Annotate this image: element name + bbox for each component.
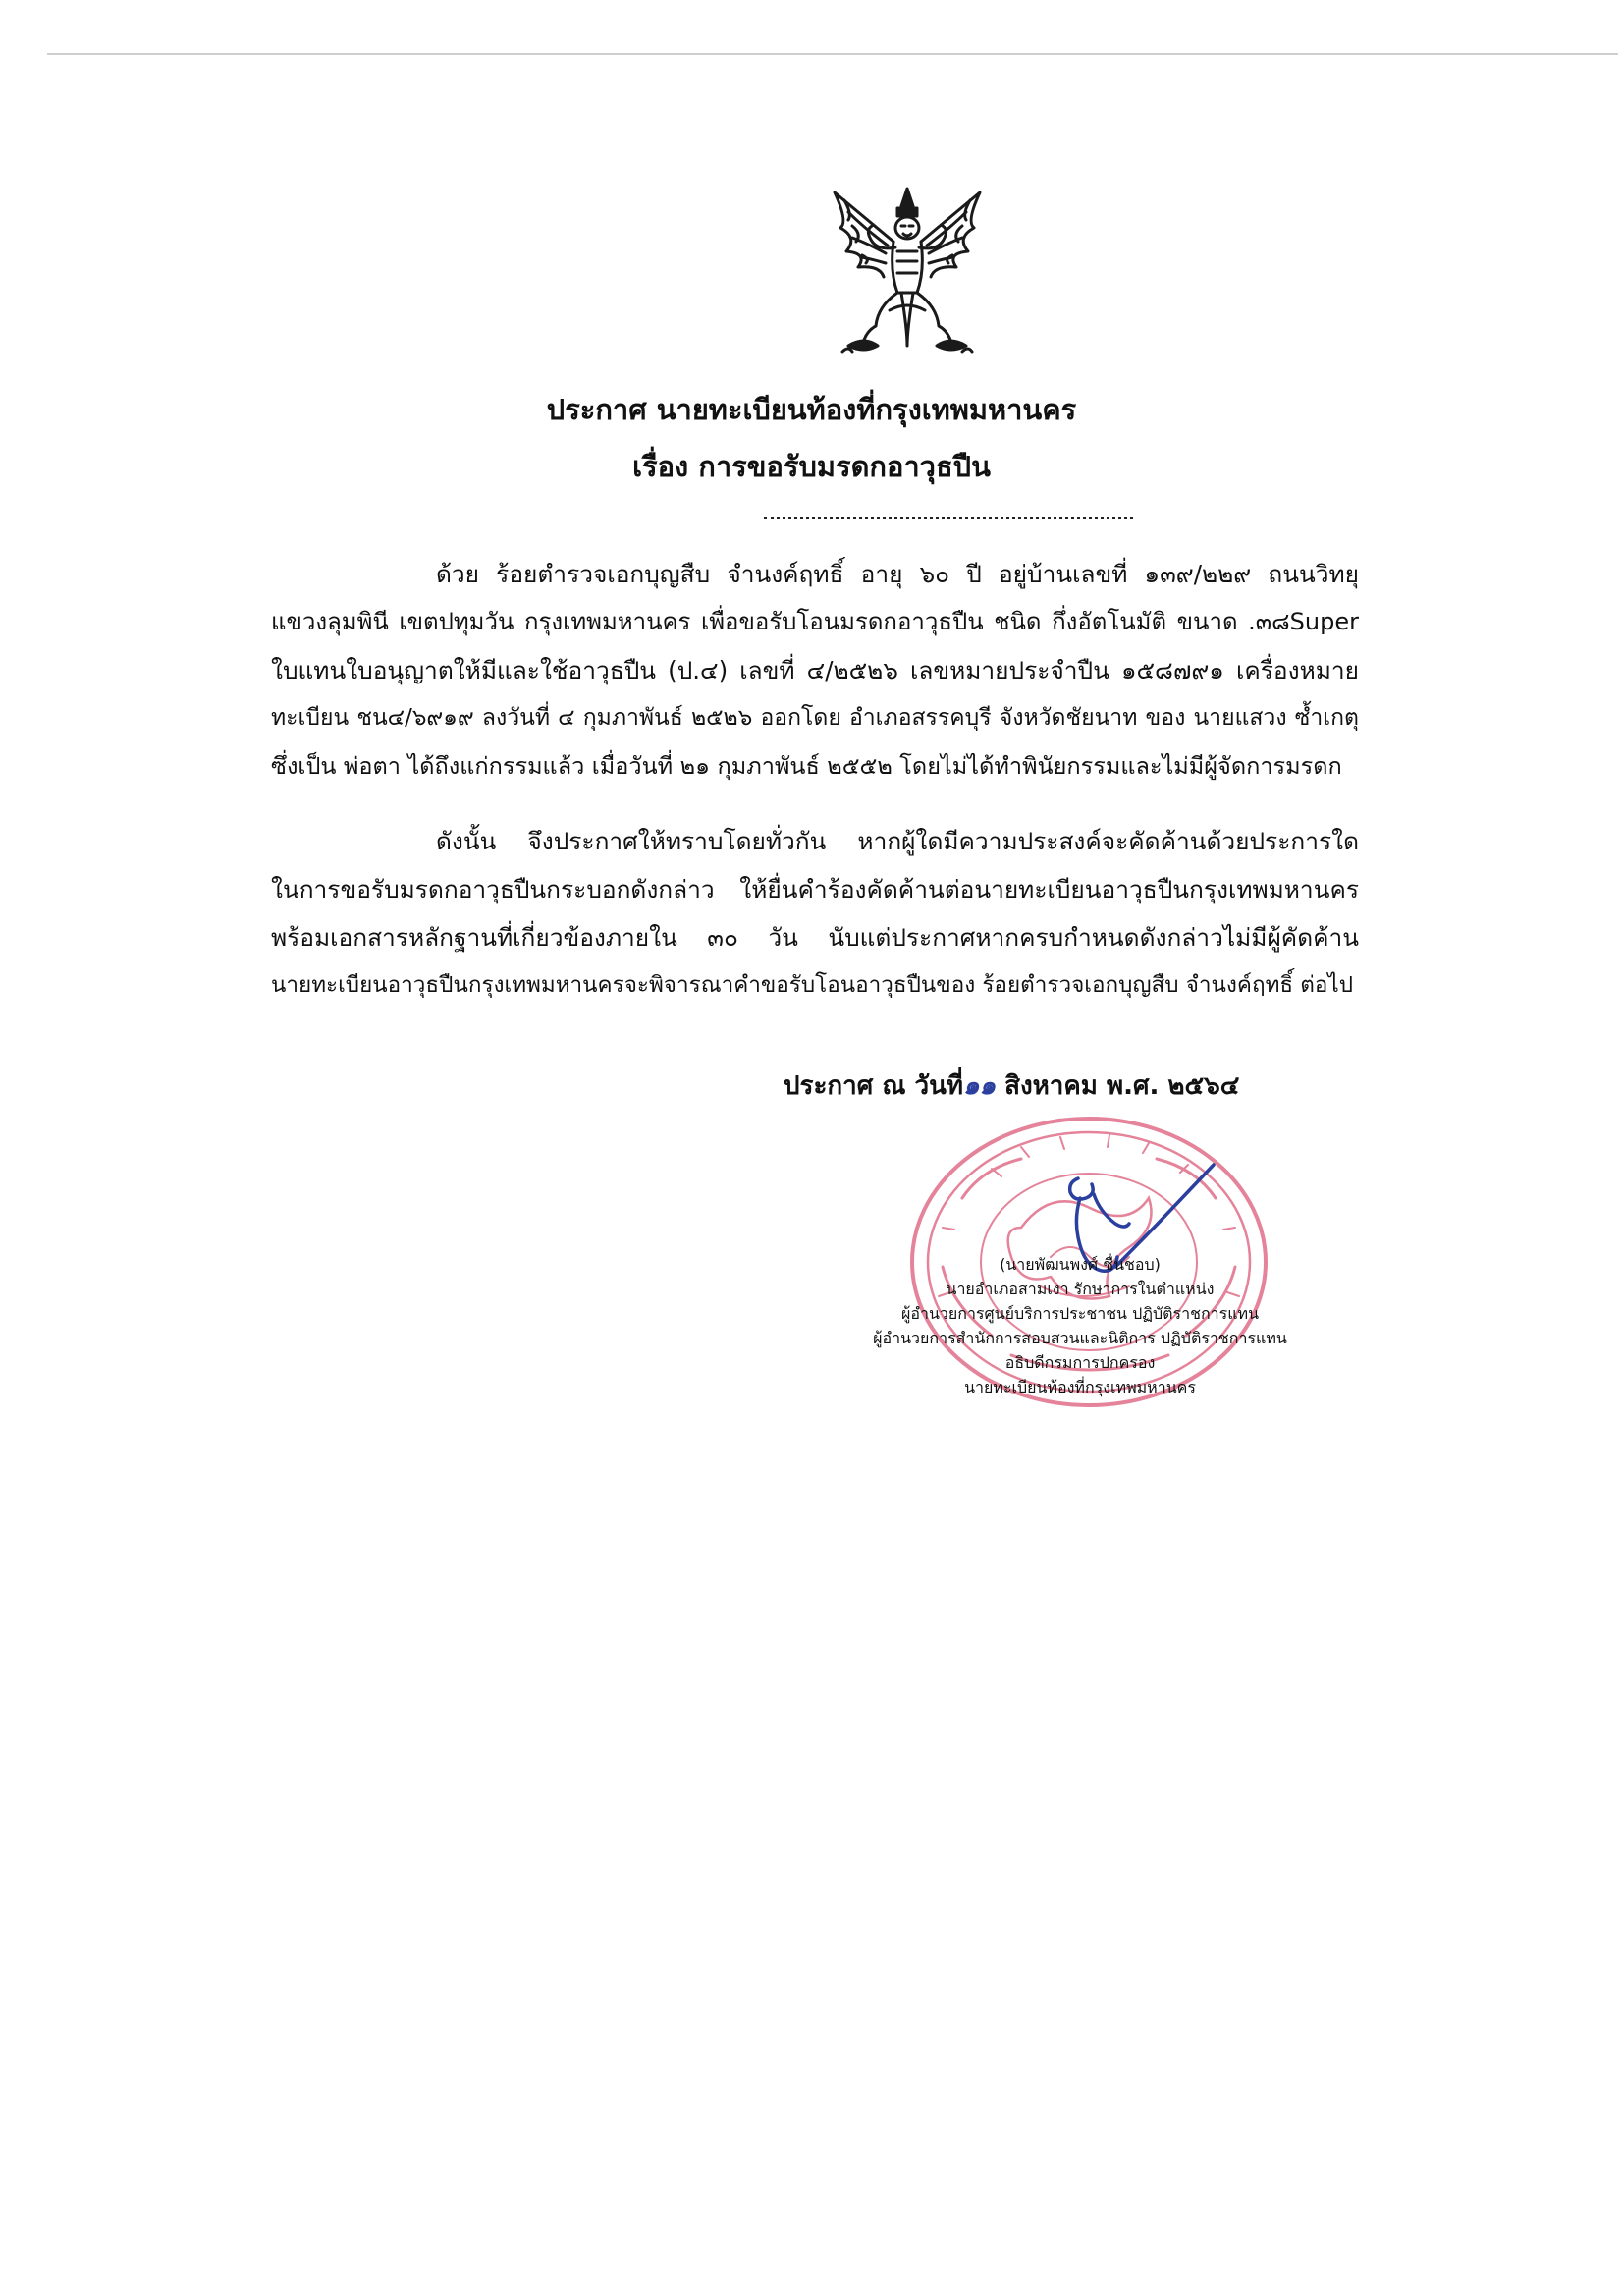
body-paragraph-request [271, 550, 1359, 791]
signer-title-line: ผู้อำนวยการศูนย์บริการประชาชน ปฏิบัติราชการแทน [900, 1304, 1260, 1323]
signer-block [687, 1253, 1473, 1400]
signer-title-line: อธิบดีกรมการปกครอง [1004, 1353, 1156, 1372]
paragraph-line: นายทะเบียนอาวุธปืนกรุงเทพมหานครจะพิจารณาคำขอรับโอนอาวุธปืนของ ร้อยตำรวจเอกบุญสืบ จำนงค์ฤทธิ์ ต่อไป [271, 972, 1354, 998]
paragraph-line: ในการขอรับมรดกอาวุธปืนกระบอกดังกล่าว ให้ยื่นคำร้องคัดค้านต่อนายทะเบียนอาวุธปืนกรุงเทพมหานคร [271, 875, 1359, 903]
paragraph-line: แขวงลุมพินี เขตปทุมวัน กรุงเทพมหานคร เพื่อขอรับโอนมรดกอาวุธปืน ชนิด กึ่งอัตโนมัติ ขนาด .๓๘Super [271, 608, 1359, 635]
announcement-heading-subject: เรื่อง การขอรับมรดกอาวุธปืน [632, 450, 991, 483]
paragraph-line: ทะเบียน ชน๔/๖๙๑๙ ลงวันที่ ๔ กุมภาพันธ์ ๒๕๒๖ ออกโดย อำเภอสรรคบุรี จังหวัดชัยนาท ของ นายแสวง ซ้ำเกตุ [271, 705, 1359, 731]
scan-edge-line [47, 53, 1618, 55]
signer-title-line: ผู้อำนวยการสำนักการสอบสวนและนิติการ ปฏิบัติราชการแทน [873, 1329, 1287, 1347]
body-paragraph-objection [271, 817, 1359, 1010]
paragraph-line: ดังนั้น จึงประกาศให้ทราบโดยทั่วกัน หากผู้ใดมีความประสงค์จะคัดค้านด้วยประการใด [436, 827, 1359, 855]
date-prefix: ประกาศ ณ วันที่ [784, 1071, 964, 1101]
paragraph-line: ด้วย ร้อยตำรวจเอกบุญสืบ จำนงค์ฤทธิ์ อายุ ๖๐ ปี อยู่บ้านเลขที่ ๑๓๙/๒๒๙ ถนนวิทยุ [436, 560, 1359, 588]
paragraph-line: พร้อมเอกสารหลักฐานที่เกี่ยวข้องภายใน ๓๐ วัน นับแต่ประกาศหากครบกำหนดดังกล่าวไม่มีผู้คัดค้าน [271, 923, 1359, 952]
signer-title-line: นายทะเบียนท้องที่กรุงเทพมหานคร [964, 1378, 1196, 1396]
garuda-emblem-icon [819, 183, 996, 363]
date-month-year: สิงหาคม พ.ศ. ๒๕๖๔ [996, 1071, 1240, 1101]
signer-title-line: นายอำเภอสามเงา รักษาการในตำแหน่ง [946, 1280, 1215, 1298]
signer-name: (นายพัฒนพงศ์ ชื่นชอบ) [1000, 1255, 1161, 1274]
date-day-handwritten: ๑๑ [963, 1071, 997, 1101]
paragraph-line: ใบแทนใบอนุญาตให้มีและใช้อาวุธปืน (ป.๔) เลขที่ ๔/๒๕๒๖ เลขหมายประจำปืน ๑๕๘๗๙๑ เครื่องหมาย [271, 656, 1359, 684]
announcement-date [784, 1066, 1239, 1106]
paragraph-line: ซึ่งเป็น พ่อตา ได้ถึงแก่กรรมแล้ว เมื่อวันที่ ๒๑ กุมภาพันธ์ ๒๕๕๒ โดยไม่ได้ทำพินัยกรรมและไม่มีผู้จัดการมรดก [271, 752, 1342, 780]
heading-dotted-divider [764, 517, 1133, 519]
announcement-heading-authority: ประกาศ นายทะเบียนท้องที่กรุงเทพมหานคร [546, 393, 1077, 426]
